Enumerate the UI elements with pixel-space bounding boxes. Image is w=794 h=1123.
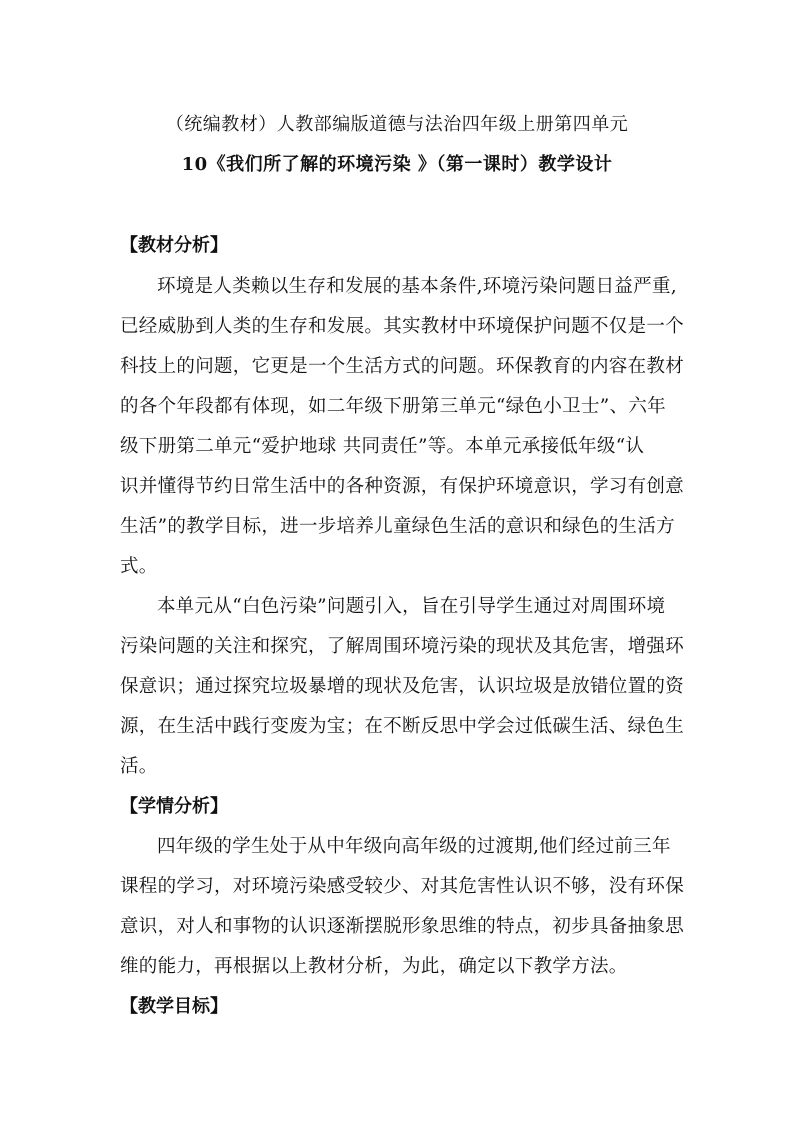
paragraph-line: 四年级的学生处于从中年级向高年级的过渡期,他们经过前三年 <box>157 836 671 857</box>
document-title-line-2: 10《我们所了解的环境污染 》（第一课时）教学设计 <box>181 154 613 175</box>
paragraph-line: 的各个年段都有体现，如二年级下册第三单元“绿色小卫士”、六年 <box>120 396 666 417</box>
heading-student-analysis: 【学情分析】 <box>120 796 228 817</box>
paragraph-line: 式。 <box>120 556 158 577</box>
paragraph-line: 已经威胁到人类的生存和发展。其实教材中环境保护问题不仅是一个 <box>120 316 685 337</box>
paragraph-line: 环境是人类赖以生存和发展的基本条件,环境污染问题日益严重, <box>157 276 677 297</box>
paragraph-line: 保意识；通过探究垃圾暴增的现状及危害，认识垃圾是放错位置的资 <box>120 676 685 697</box>
paragraph-line: 科技上的问题，它更是一个生活方式的问题。环保教育的内容在教材 <box>120 356 685 377</box>
paragraph-line: 污染问题的关注和探究，了解周围环境污染的现状及其危害，增强环 <box>120 636 685 657</box>
paragraph-line: 识并懂得节约日常生活中的各种资源，有保护环境意识，学习有创意 <box>120 476 685 497</box>
paragraph-line: 维的能力，再根据以上教材分析，为此，确定以下教学方法。 <box>120 956 628 977</box>
heading-textbook-analysis: 【教材分析】 <box>120 235 228 256</box>
document-title-line-1: （统编教材）人教部编版道德与法治四年级上册第四单元 <box>165 114 629 135</box>
paragraph-line: 课程的学习，对环境污染感受较少、对其危害性认识不够，没有环保 <box>120 876 685 897</box>
paragraph-line: 意识，对人和事物的认识逐渐摆脱形象思维的特点，初步具备抽象思 <box>120 916 685 937</box>
paragraph-line: 本单元从“白色污染”问题引入，旨在引导学生通过对周围环境 <box>157 596 666 617</box>
paragraph-line: 级下册第二单元“爱护地球 共同责任”等。本单元承接低年级“认 <box>120 436 645 457</box>
paragraph-line: 源，在生活中践行变废为宝；在不断反思中学会过低碳生活、绿色生 <box>120 716 685 737</box>
paragraph-line: 活。 <box>120 756 158 777</box>
paragraph-line: 生活”的教学目标，进一步培养儿童绿色生活的意识和绿色的生活方 <box>120 516 675 537</box>
heading-teaching-goals: 【教学目标】 <box>120 996 228 1017</box>
